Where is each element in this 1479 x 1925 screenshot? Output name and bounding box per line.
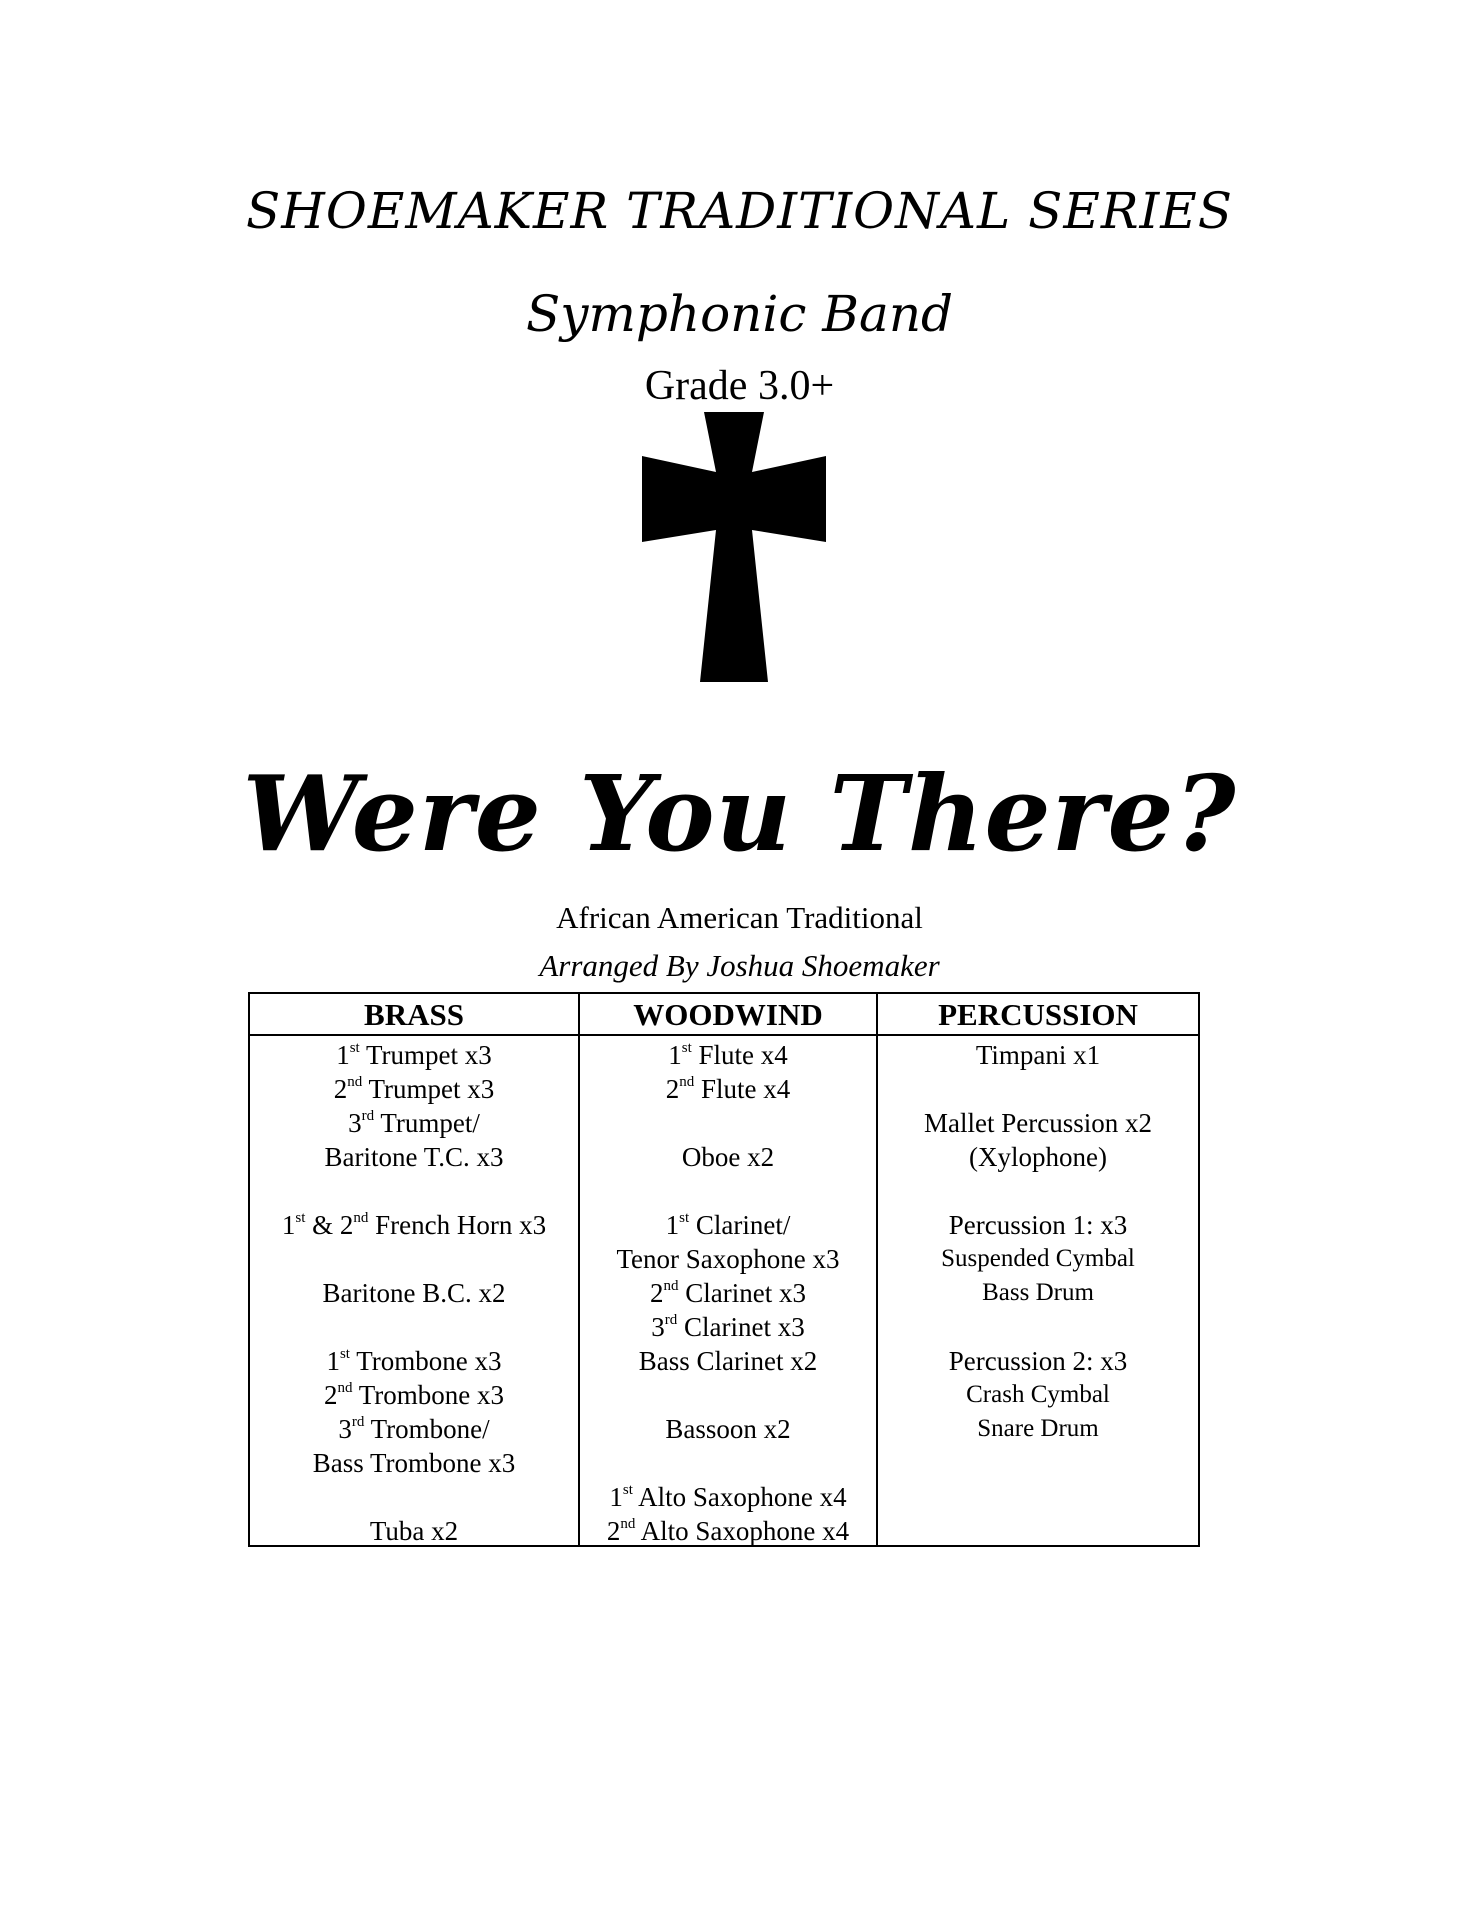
instrument-line: Tuba x2 (369, 1516, 459, 1546)
instrument-line: Bass Drum (982, 1279, 1094, 1306)
instrument-line (250, 1480, 578, 1514)
brass-column (250, 994, 580, 1545)
instrument-line (878, 1174, 1198, 1208)
instrument-line: 1st Clarinet/ (665, 1210, 791, 1240)
instrument-line: 3rd Trombone/ (338, 1414, 490, 1444)
instrument-line: Crash Cymbal (966, 1381, 1110, 1408)
instrument-line: (Xylophone) (969, 1142, 1107, 1172)
instrument-line (878, 1310, 1198, 1344)
percussion-heading: PERCUSSION (878, 994, 1198, 1036)
brass-heading: BRASS (250, 994, 578, 1036)
percussion-list (878, 1036, 1198, 1446)
woodwind-column (580, 994, 878, 1545)
instrument-line (580, 1106, 876, 1140)
instrument-line (250, 1174, 578, 1208)
instrument-line: Bass Trombone x3 (312, 1448, 516, 1478)
grade-level: Grade 3.0+ (644, 363, 835, 409)
instrument-line (250, 1242, 578, 1276)
instrument-line: Tenor Saxophone x3 (616, 1244, 840, 1274)
piece-origin: African American Traditional (556, 900, 923, 935)
instrument-line: Snare Drum (977, 1415, 1099, 1442)
instrument-line: Suspended Cymbal (941, 1245, 1135, 1272)
instrument-line: 3rd Clarinet x3 (651, 1312, 805, 1342)
instrument-line (250, 1310, 578, 1344)
instrument-line: 3rd Trumpet/ (348, 1108, 480, 1138)
instrument-line: Bassoon x2 (665, 1414, 791, 1444)
instrument-line: Oboe x2 (681, 1142, 775, 1172)
series-title: SHOEMAKER TRADITIONAL SERIES (246, 182, 1233, 240)
instrument-line: Baritone T.C. x3 (324, 1142, 504, 1172)
instrument-line (878, 1072, 1198, 1106)
instrument-line: Bass Clarinet x2 (638, 1346, 818, 1376)
instrument-line: 2nd Trombone x3 (323, 1380, 505, 1410)
instrument-line: 1st & 2nd French Horn x3 (281, 1210, 547, 1240)
instrument-line: Mallet Percussion x2 (924, 1108, 1152, 1138)
instrument-line: 2nd Trumpet x3 (333, 1074, 495, 1104)
instrument-line (580, 1378, 876, 1412)
instrument-line: 1st Flute x4 (668, 1040, 788, 1070)
instrument-line: 1st Trombone x3 (326, 1346, 502, 1376)
piece-title: Were You There? (242, 752, 1237, 875)
instrument-line: Baritone B.C. x2 (322, 1278, 506, 1308)
woodwind-list (580, 1036, 876, 1548)
instrument-line (580, 1446, 876, 1480)
instrument-line: 1st Trumpet x3 (336, 1040, 492, 1070)
instrument-line: 2nd Alto Saxophone x4 (606, 1516, 850, 1546)
woodwind-heading: WOODWIND (580, 994, 876, 1036)
arranger-credit: Arranged By Joshua Shoemaker (539, 948, 940, 983)
instrument-line (580, 1174, 876, 1208)
instrument-line: Timpani x1 (975, 1040, 1101, 1070)
cross-icon (642, 412, 826, 682)
ensemble-subtitle: Symphonic Band (525, 285, 954, 343)
brass-list (250, 1036, 578, 1548)
percussion-column (878, 994, 1198, 1545)
instrument-line: Percussion 2: x3 (948, 1346, 1128, 1376)
instrument-line: 2nd Clarinet x3 (650, 1278, 806, 1308)
instrument-line: Percussion 1: x3 (948, 1210, 1128, 1240)
instrumentation-table (248, 992, 1200, 1547)
instrument-line: 1st Alto Saxophone x4 (609, 1482, 847, 1512)
instrument-line: 2nd Flute x4 (665, 1074, 791, 1104)
